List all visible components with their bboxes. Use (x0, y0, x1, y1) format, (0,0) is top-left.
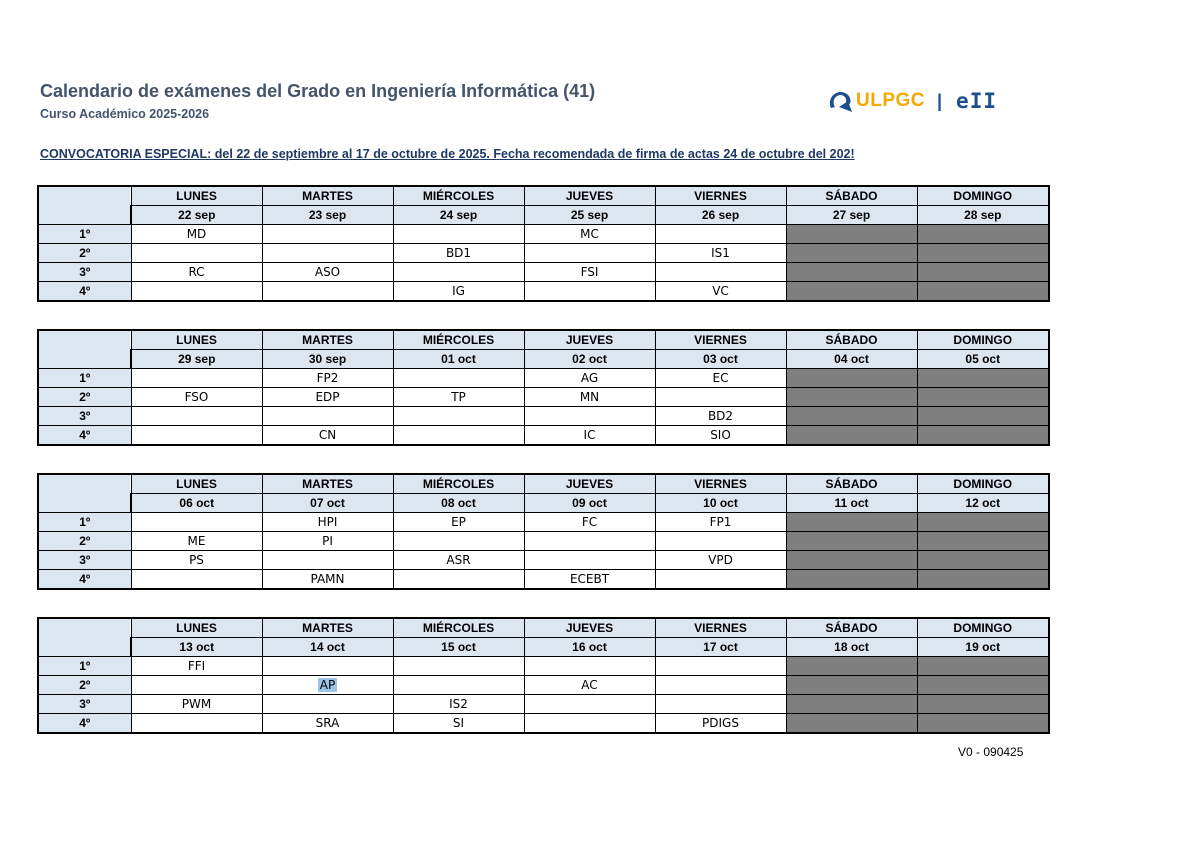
exam-cell (131, 388, 262, 407)
weekend-cell (917, 282, 1049, 302)
day-name-cell: MARTES (262, 330, 393, 350)
weekend-cell (786, 244, 917, 263)
day-name-cell: SÁBADO (786, 330, 917, 350)
day-name-cell: SÁBADO (786, 618, 917, 638)
exam-cell (393, 369, 524, 388)
exam-code: PDIGS (702, 716, 739, 730)
exam-code: SRA (315, 716, 340, 730)
day-name-cell: LUNES (131, 330, 262, 350)
exam-code: HPI (317, 515, 338, 529)
date-cell: 19 oct (917, 638, 1049, 657)
exam-cell (524, 676, 655, 695)
slot-row (38, 388, 1049, 407)
exam-code: AC (581, 678, 598, 692)
exam-cell (655, 676, 786, 695)
weekend-cell (786, 570, 917, 590)
slot-row (38, 407, 1049, 426)
date-cell: 01 oct (393, 350, 524, 369)
exam-code: BD2 (707, 409, 734, 423)
logo (826, 88, 997, 114)
slot-row (38, 676, 1049, 695)
slot-row (38, 532, 1049, 551)
slot-row (38, 657, 1049, 676)
exam-code: MC (580, 227, 599, 241)
exam-cell (393, 244, 524, 263)
day-name-cell: SÁBADO (786, 186, 917, 206)
slot-row (38, 426, 1049, 446)
weekend-cell (917, 657, 1049, 676)
weekend-cell (917, 263, 1049, 282)
slot-row (38, 570, 1049, 590)
day-name-cell: VIERNES (655, 186, 786, 206)
day-name-cell: MARTES (262, 618, 393, 638)
page-subtitle: Curso Académico 2025-2026 (40, 107, 210, 121)
slot-row (38, 695, 1049, 714)
exam-cell (524, 714, 655, 734)
exam-cell (262, 388, 393, 407)
exam-cell (524, 695, 655, 714)
weekend-cell (917, 570, 1049, 590)
exam-cell (131, 532, 262, 551)
date-cell: 14 oct (262, 638, 393, 657)
exam-cell (524, 513, 655, 532)
day-name-cell: JUEVES (524, 330, 655, 350)
date-cell: 27 sep (786, 206, 917, 225)
exam-cell (262, 244, 393, 263)
exam-cell (524, 244, 655, 263)
exam-cell (655, 263, 786, 282)
exam-cell (524, 426, 655, 446)
weekend-cell (786, 263, 917, 282)
day-names-row (38, 474, 1049, 494)
exam-code: PAMN (310, 572, 345, 586)
weekend-cell (786, 369, 917, 388)
weekend-cell (786, 657, 917, 676)
exam-cell (131, 282, 262, 302)
weekend-cell (917, 244, 1049, 263)
exam-code: SIO (710, 428, 731, 442)
exam-cell (131, 695, 262, 714)
exam-code: PS (189, 553, 204, 567)
exam-code: ASR (446, 553, 471, 567)
weekend-cell (786, 676, 917, 695)
day-name-cell: MIÉRCOLES (393, 186, 524, 206)
exam-cell (393, 388, 524, 407)
day-name-cell: MARTES (262, 474, 393, 494)
exam-code: IS2 (449, 697, 468, 711)
exam-cell (524, 263, 655, 282)
exam-cell (131, 369, 262, 388)
exam-cell (131, 657, 262, 676)
weekend-cell (917, 551, 1049, 570)
corner-cell (38, 474, 131, 513)
week-table (37, 617, 1050, 734)
weekend-cell (917, 513, 1049, 532)
corner-cell (38, 618, 131, 657)
exam-code: EC (712, 371, 729, 385)
date-cell: 04 oct (786, 350, 917, 369)
exam-cell (262, 407, 393, 426)
exam-cell (393, 407, 524, 426)
slot-label: 1º (38, 369, 131, 388)
version-label: V0 - 090425 (958, 745, 1024, 759)
eii-wordmark: eII (956, 89, 997, 113)
exam-cell (262, 225, 393, 244)
exam-cell (262, 676, 393, 695)
exam-code: IC (583, 428, 596, 442)
day-name-cell: VIERNES (655, 474, 786, 494)
exam-code: MN (579, 390, 600, 404)
exam-cell (524, 388, 655, 407)
exam-cell (131, 244, 262, 263)
exam-code: AG (580, 371, 599, 385)
date-cell: 24 sep (393, 206, 524, 225)
date-cell: 08 oct (393, 494, 524, 513)
exam-cell (393, 695, 524, 714)
day-names-row (38, 330, 1049, 350)
date-cell: 07 oct (262, 494, 393, 513)
slot-label: 2º (38, 532, 131, 551)
exam-code: AP (319, 678, 336, 692)
exam-code: EDP (315, 390, 340, 404)
exam-code: ME (187, 534, 206, 548)
slot-label: 3º (38, 695, 131, 714)
exam-cell (655, 551, 786, 570)
slot-label: 4º (38, 426, 131, 446)
exam-cell (393, 570, 524, 590)
date-cell: 18 oct (786, 638, 917, 657)
exam-code: FC (581, 515, 598, 529)
exam-code: BD1 (445, 246, 472, 260)
exam-cell (524, 532, 655, 551)
ulpgc-mark-icon (826, 88, 854, 114)
weekend-cell (917, 695, 1049, 714)
exam-cell (655, 407, 786, 426)
weekend-cell (917, 714, 1049, 734)
date-cell: 10 oct (655, 494, 786, 513)
slot-label: 4º (38, 282, 131, 302)
dates-row (38, 638, 1049, 657)
exam-code: PWM (181, 697, 212, 711)
exam-code: TP (451, 390, 466, 404)
slot-row (38, 263, 1049, 282)
exam-cell (524, 282, 655, 302)
slot-row (38, 513, 1049, 532)
slot-label: 1º (38, 225, 131, 244)
weekend-cell (917, 388, 1049, 407)
convocatoria-notice: CONVOCATORIA ESPECIAL: del 22 de septiembre al 17 de octubre de 2025. Fecha recomendada de firma de actas 24 de octubre del 202! (40, 147, 855, 161)
exam-code: ASO (314, 265, 341, 279)
slot-label: 2º (38, 244, 131, 263)
weekend-cell (917, 676, 1049, 695)
exam-cell (655, 570, 786, 590)
exam-code: CN (318, 428, 337, 442)
date-cell: 06 oct (131, 494, 262, 513)
date-cell: 11 oct (786, 494, 917, 513)
slot-label: 2º (38, 388, 131, 407)
exam-cell (655, 657, 786, 676)
exam-cell (262, 657, 393, 676)
weekend-cell (917, 225, 1049, 244)
dates-row (38, 350, 1049, 369)
slot-row (38, 369, 1049, 388)
day-name-cell: DOMINGO (917, 186, 1049, 206)
date-cell: 22 sep (131, 206, 262, 225)
exam-cell (262, 714, 393, 734)
exam-code: FP2 (316, 371, 339, 385)
exam-cell (262, 695, 393, 714)
exam-cell (524, 570, 655, 590)
date-cell: 15 oct (393, 638, 524, 657)
day-name-cell: JUEVES (524, 474, 655, 494)
exam-code: PI (322, 534, 333, 548)
exam-cell (131, 225, 262, 244)
weekend-cell (786, 695, 917, 714)
exam-cell (262, 513, 393, 532)
exam-cell (262, 426, 393, 446)
exam-cell (131, 570, 262, 590)
date-cell: 17 oct (655, 638, 786, 657)
exam-cell (131, 513, 262, 532)
date-cell: 03 oct (655, 350, 786, 369)
exam-cell (393, 676, 524, 695)
weekend-cell (786, 282, 917, 302)
exam-cell (262, 282, 393, 302)
weekend-cell (917, 407, 1049, 426)
weekend-cell (786, 513, 917, 532)
day-name-cell: VIERNES (655, 330, 786, 350)
day-name-cell: LUNES (131, 186, 262, 206)
exam-cell (393, 532, 524, 551)
corner-cell (38, 186, 131, 225)
weekend-cell (917, 426, 1049, 446)
exam-cell (262, 263, 393, 282)
exam-cell (655, 388, 786, 407)
dates-row (38, 494, 1049, 513)
day-name-cell: LUNES (131, 474, 262, 494)
exam-code: SI (452, 716, 465, 730)
date-cell: 30 sep (262, 350, 393, 369)
dates-row (38, 206, 1049, 225)
slot-row (38, 244, 1049, 263)
weekend-cell (786, 388, 917, 407)
slot-label: 2º (38, 676, 131, 695)
slot-row (38, 714, 1049, 734)
day-name-cell: JUEVES (524, 186, 655, 206)
exam-cell (393, 513, 524, 532)
exam-code: VPD (708, 553, 733, 567)
day-name-cell: MIÉRCOLES (393, 618, 524, 638)
slot-label: 1º (38, 657, 131, 676)
day-name-cell: VIERNES (655, 618, 786, 638)
date-cell: 12 oct (917, 494, 1049, 513)
weekend-cell (786, 714, 917, 734)
logo-separator: | (937, 90, 943, 111)
exam-cell (524, 369, 655, 388)
slot-label: 1º (38, 513, 131, 532)
exam-cell (131, 676, 262, 695)
exam-cell (655, 244, 786, 263)
exam-cell (131, 426, 262, 446)
weekend-cell (917, 369, 1049, 388)
exam-code: IS1 (711, 246, 730, 260)
exam-cell (393, 426, 524, 446)
slot-label: 3º (38, 263, 131, 282)
exam-code: RC (188, 265, 205, 279)
day-name-cell: DOMINGO (917, 474, 1049, 494)
exam-code: FSO (184, 390, 209, 404)
exam-cell (393, 657, 524, 676)
week-table (37, 185, 1050, 302)
day-name-cell: MARTES (262, 186, 393, 206)
day-name-cell: MIÉRCOLES (393, 330, 524, 350)
exam-cell (262, 369, 393, 388)
date-cell: 25 sep (524, 206, 655, 225)
day-name-cell: DOMINGO (917, 330, 1049, 350)
day-name-cell: JUEVES (524, 618, 655, 638)
exam-cell (655, 426, 786, 446)
exam-code: VC (712, 284, 729, 298)
day-names-row (38, 618, 1049, 638)
weekend-cell (786, 225, 917, 244)
slot-label: 3º (38, 551, 131, 570)
corner-cell (38, 330, 131, 369)
exam-cell (524, 551, 655, 570)
weekend-cell (786, 426, 917, 446)
page-title: Calendario de exámenes del Grado en Ingeniería Informática (41) (40, 81, 596, 101)
exam-code: FP1 (709, 515, 732, 529)
weekend-cell (786, 407, 917, 426)
exam-code: FFI (187, 659, 206, 673)
exam-cell (131, 714, 262, 734)
exam-cell (655, 714, 786, 734)
day-name-cell: LUNES (131, 618, 262, 638)
exam-code: MD (186, 227, 207, 241)
exam-cell (524, 225, 655, 244)
weekend-cell (917, 532, 1049, 551)
exam-cell (262, 551, 393, 570)
day-names-row (38, 186, 1049, 206)
exam-cell (131, 407, 262, 426)
exam-cell (393, 225, 524, 244)
slot-row (38, 282, 1049, 302)
exam-cell (655, 282, 786, 302)
exam-cell (393, 714, 524, 734)
exam-cell (393, 263, 524, 282)
exam-code: ECEBT (569, 572, 610, 586)
exam-code: FSI (580, 265, 599, 279)
ulpgc-wordmark: ULPGC (856, 90, 925, 111)
day-name-cell: MIÉRCOLES (393, 474, 524, 494)
weekend-cell (786, 532, 917, 551)
exam-code: IG (452, 284, 465, 298)
exam-cell (262, 570, 393, 590)
slot-row (38, 551, 1049, 570)
date-cell: 02 oct (524, 350, 655, 369)
weekend-cell (786, 551, 917, 570)
date-cell: 13 oct (131, 638, 262, 657)
date-cell: 26 sep (655, 206, 786, 225)
slot-label: 3º (38, 407, 131, 426)
date-cell: 23 sep (262, 206, 393, 225)
exam-cell (393, 551, 524, 570)
exam-cell (655, 695, 786, 714)
exam-cell (262, 532, 393, 551)
exam-cell (655, 369, 786, 388)
week-table (37, 473, 1050, 590)
date-cell: 05 oct (917, 350, 1049, 369)
date-cell: 29 sep (131, 350, 262, 369)
slot-row (38, 225, 1049, 244)
exam-cell (131, 263, 262, 282)
date-cell: 28 sep (917, 206, 1049, 225)
slot-label: 4º (38, 570, 131, 590)
slot-label: 4º (38, 714, 131, 734)
exam-cell (524, 407, 655, 426)
exam-cell (655, 225, 786, 244)
date-cell: 16 oct (524, 638, 655, 657)
day-name-cell: SÁBADO (786, 474, 917, 494)
exam-cell (524, 657, 655, 676)
exam-cell (655, 513, 786, 532)
day-name-cell: DOMINGO (917, 618, 1049, 638)
date-cell: 09 oct (524, 494, 655, 513)
exam-cell (655, 532, 786, 551)
exam-cell (131, 551, 262, 570)
exam-code: EP (451, 515, 466, 529)
exam-cell (393, 282, 524, 302)
week-table (37, 329, 1050, 446)
